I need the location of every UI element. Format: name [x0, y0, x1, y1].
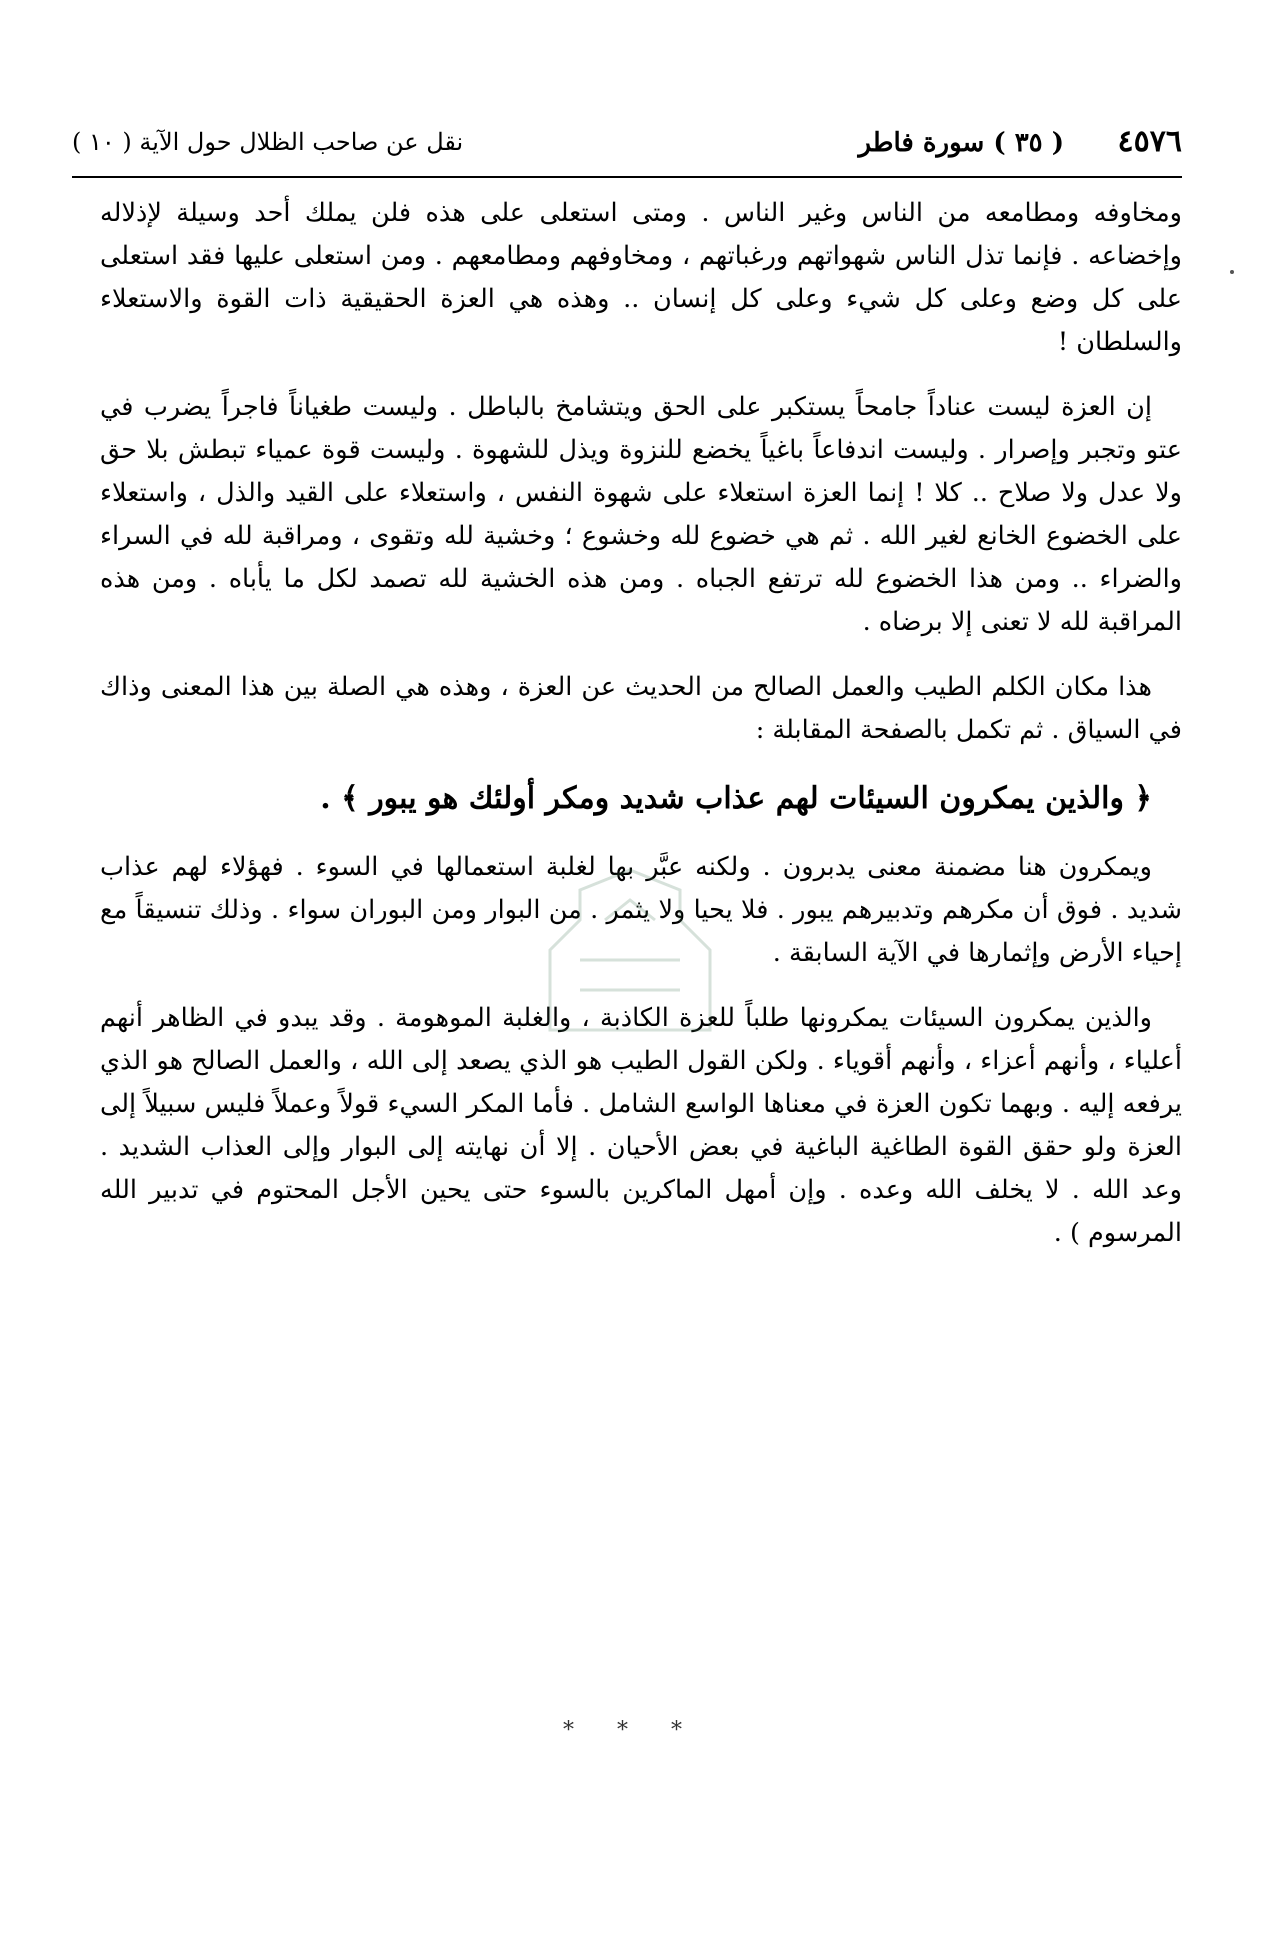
paragraph: إن العزة ليست عناداً جامحاً يستكبر على الحق ويتشامخ بالباطل . وليست طغياناً فاجراً يضرب في عتو وتجبر وإصرار . وليست اندفاعاً باغياً يخضع للنزوة ويذل للشهوة . وليست قوة عمياء تبطش بلا حق ولا عدل ولا صلاح .. كلا ! إنما العزة استعلاء على شهوة النفس ، واستعلاء على القيد والذل ، واستعلاء على الخضوع الخانع لغير الله . ثم هي خضوع لله وخشوع ؛ وخشية لله وتقوى ، ومراقبة لله في السراء والضراء .. ومن هذا الخضوع لله ترتفع الجباه . ومن هذه الخشية لله تصمد لكل ما يأباه . ومن هذه المراقبة لله لا تعنى إلا برضاه .	[100, 392, 1182, 637]
page-header	[72, 118, 1182, 178]
paragraph: والذين يمكرون السيئات يمكرونها طلباً للعزة الكاذبة ، والغلبة الموهومة . وقد يبدو في الظاهر أنهم أعلياء ، وأنهم أعزاء ، وأنهم أقوياء . ولكن القول الطيب هو الذي يصعد إلى الله ، والعمل الصالح هو الذي يرفعه إليه . وبهما تكون العزة في معناها الواسع الشامل . فأما المكر السيء قولاً وعملاً فليس سبيلاً إلى العزة ولو حقق القوة الطاغية الباغية في بعض الأحيان . إلا أن نهايته إلى البوار وإلى العذاب الشديد . وعد الله . لا يخلف الله وعده . وإن أمهل الماكرين بالسوء حتى يحين الأجل المحتوم في تدبير الله المرسوم ) .	[100, 1003, 1182, 1248]
section-separator: * * *	[563, 1718, 700, 1743]
section-title: نقل عن صاحب الظلال حول الآية ( ١٠ )	[72, 128, 464, 156]
paragraph: ويمكرون هنا مضمنة معنى يدبرون . ولكنه عبَّر بها لغلبة استعمالها في السوء . فهؤلاء لهم عذاب شديد . فوق أن مكرهم وتدبيرهم يبور . فلا يحيا ولا يثمر . من البوار ومن البوران سواء . وذلك تنسيقاً مع إحياء الأرض وإثمارها في الآية السابقة .	[100, 852, 1182, 968]
surah-title: ( ٣٥ ) سورة فاطر	[858, 128, 1064, 158]
paragraph: هذا مكان الكلم الطيب والعمل الصالح من الحديث عن العزة ، وهذه هي الصلة بين هذا المعنى وذاك في السياق . ثم تكمل بالصفحة المقابلة :	[100, 672, 1182, 745]
page-number: ٤٥٧٦	[1117, 124, 1182, 159]
paragraph: ومخاوفه ومطامعه من الناس وغير الناس . ومتى استعلى على هذه فلن يملك أحد وسيلة لإذلاله وإخضاعه . فإنما تذل الناس شهواتهم ورغباتهم ، ومخاوفهم ومطامعهم . ومن استعلى عليها فقد استعلى على كل وضع وعلى كل شيء وعلى كل إنسان .. وهذه هي العزة الحقيقية ذات القوة والاستعلاء والسلطان !	[100, 198, 1183, 357]
quran-verse: ﴿ والذين يمكرون السيئات لهم عذاب شديد ومكر أولئك هو يبور ﴾ .	[320, 781, 1152, 816]
page-body	[100, 192, 1182, 1277]
margin-dot	[1230, 270, 1234, 274]
library-stamp-watermark	[520, 860, 740, 1060]
